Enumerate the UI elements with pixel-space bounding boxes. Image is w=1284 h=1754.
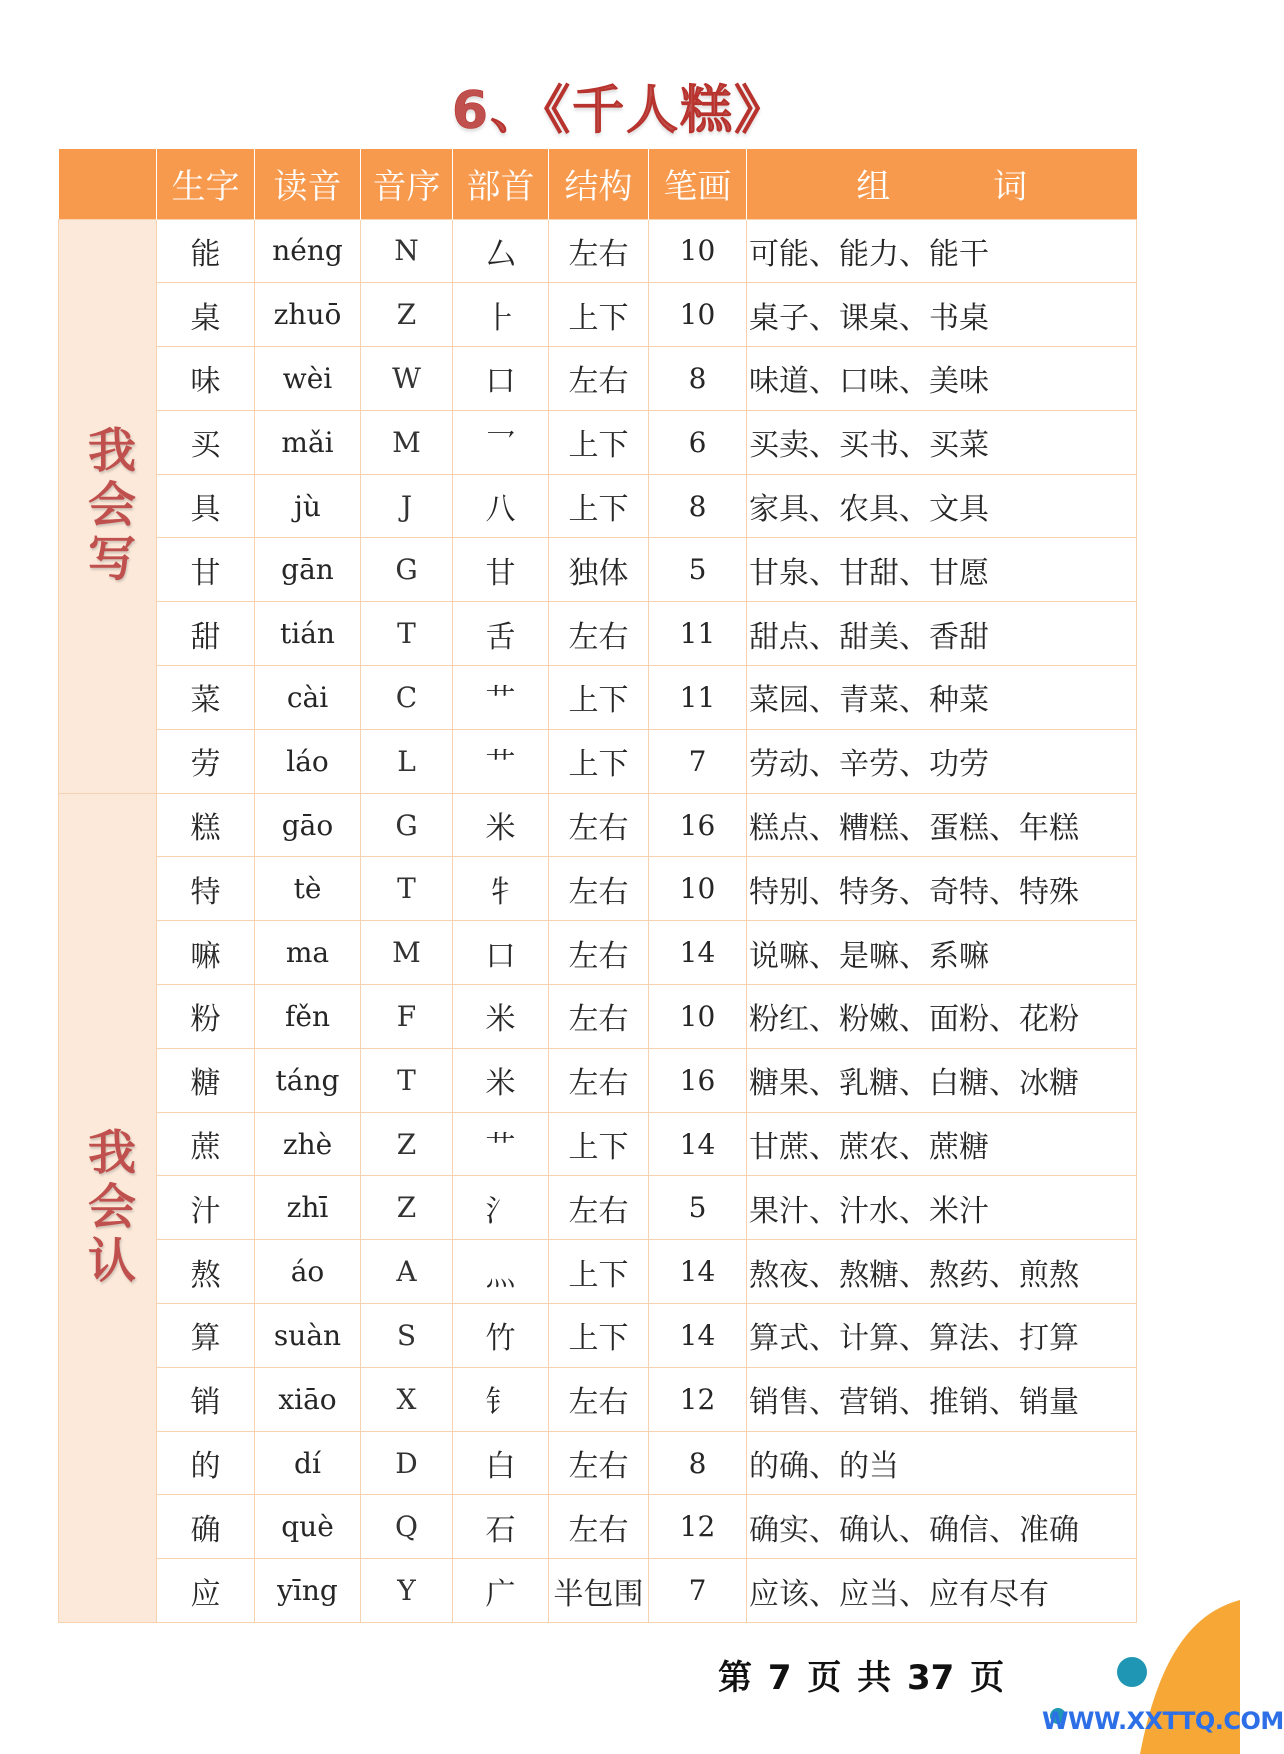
order-cell: A — [361, 1240, 453, 1304]
order-cell: T — [361, 602, 453, 666]
strokes-cell: 10 — [649, 985, 747, 1049]
header-char: 生字 — [157, 149, 255, 219]
char-cell: 算 — [157, 1304, 255, 1368]
header-radical: 部首 — [453, 149, 549, 219]
strokes-cell: 14 — [649, 1240, 747, 1304]
words-cell: 甘泉、甘甜、甘愿 — [747, 538, 1137, 602]
structure-cell: 上下 — [549, 283, 649, 347]
structure-cell: 左右 — [549, 1048, 649, 1112]
radical-cell: ⺊ — [453, 283, 549, 347]
strokes-cell: 5 — [649, 538, 747, 602]
pinyin-cell: táng — [255, 1048, 361, 1112]
words-cell: 果汁、汁水、米汁 — [747, 1176, 1137, 1240]
pinyin-cell: wèi — [255, 347, 361, 411]
order-cell: M — [361, 921, 453, 985]
pinyin-cell: cài — [255, 666, 361, 730]
radical-cell: 口 — [453, 347, 549, 411]
order-cell: F — [361, 985, 453, 1049]
pinyin-cell: zhuō — [255, 283, 361, 347]
strokes-cell: 12 — [649, 1495, 747, 1559]
structure-cell: 上下 — [549, 474, 649, 538]
char-cell: 销 — [157, 1367, 255, 1431]
strokes-cell: 11 — [649, 602, 747, 666]
radical-cell: 甘 — [453, 538, 549, 602]
words-cell: 糖果、乳糖、白糖、冰糖 — [747, 1048, 1137, 1112]
header-strokes: 笔画 — [649, 149, 747, 219]
char-cell: 应 — [157, 1559, 255, 1623]
pinyin-cell: zhī — [255, 1176, 361, 1240]
pinyin-cell: gān — [255, 538, 361, 602]
structure-cell: 左右 — [549, 793, 649, 857]
strokes-cell: 5 — [649, 1176, 747, 1240]
header-order: 音序 — [361, 149, 453, 219]
pinyin-cell: láo — [255, 729, 361, 793]
words-cell: 熬夜、熬糖、熬药、煎熬 — [747, 1240, 1137, 1304]
char-cell: 糖 — [157, 1048, 255, 1112]
radical-cell: 白 — [453, 1431, 549, 1495]
strokes-cell: 11 — [649, 666, 747, 730]
char-cell: 汁 — [157, 1176, 255, 1240]
char-cell: 嘛 — [157, 921, 255, 985]
order-cell: T — [361, 1048, 453, 1112]
structure-cell: 左右 — [549, 1431, 649, 1495]
order-cell: T — [361, 857, 453, 921]
teal-dot-large — [1117, 1657, 1147, 1687]
header-structure: 结构 — [549, 149, 649, 219]
group-label: 我会认 — [59, 793, 157, 1622]
order-cell: X — [361, 1367, 453, 1431]
pinyin-cell: ma — [255, 921, 361, 985]
structure-cell: 左右 — [549, 219, 649, 283]
order-cell: G — [361, 538, 453, 602]
char-cell: 的 — [157, 1431, 255, 1495]
words-cell: 菜园、青菜、种菜 — [747, 666, 1137, 730]
structure-cell: 上下 — [549, 1112, 649, 1176]
order-cell: Q — [361, 1495, 453, 1559]
structure-cell: 上下 — [549, 1240, 649, 1304]
order-cell: C — [361, 666, 453, 730]
radical-cell: 八 — [453, 474, 549, 538]
structure-cell: 左右 — [549, 921, 649, 985]
order-cell: W — [361, 347, 453, 411]
words-cell: 销售、营销、推销、销量 — [747, 1367, 1137, 1431]
pinyin-cell: mǎi — [255, 410, 361, 474]
strokes-cell: 7 — [649, 729, 747, 793]
order-cell: G — [361, 793, 453, 857]
radical-cell: 米 — [453, 793, 549, 857]
page-number: 第 7 页 共 37 页 — [718, 1658, 1005, 1698]
strokes-cell: 16 — [649, 793, 747, 857]
radical-cell: 米 — [453, 1048, 549, 1112]
pinyin-cell: fěn — [255, 985, 361, 1049]
char-cell: 甘 — [157, 538, 255, 602]
radical-cell: 竹 — [453, 1304, 549, 1368]
order-cell: Z — [361, 1112, 453, 1176]
words-cell: 桌子、课桌、书桌 — [747, 283, 1137, 347]
order-cell: M — [361, 410, 453, 474]
words-cell: 甜点、甜美、香甜 — [747, 602, 1137, 666]
radical-cell: 石 — [453, 1495, 549, 1559]
radical-cell: 舌 — [453, 602, 549, 666]
order-cell: Y — [361, 1559, 453, 1623]
words-cell: 说嘛、是嘛、系嘛 — [747, 921, 1137, 985]
order-cell: D — [361, 1431, 453, 1495]
header-words: 组 词 — [747, 149, 1137, 219]
pinyin-cell: gāo — [255, 793, 361, 857]
radical-cell: 灬 — [453, 1240, 549, 1304]
pinyin-cell: suàn — [255, 1304, 361, 1368]
strokes-cell: 10 — [649, 857, 747, 921]
radical-cell: 艹 — [453, 729, 549, 793]
order-cell: S — [361, 1304, 453, 1368]
char-cell: 粉 — [157, 985, 255, 1049]
words-cell: 买卖、买书、买菜 — [747, 410, 1137, 474]
strokes-cell: 10 — [649, 219, 747, 283]
words-cell: 可能、能力、能干 — [747, 219, 1137, 283]
char-cell: 菜 — [157, 666, 255, 730]
char-cell: 特 — [157, 857, 255, 921]
strokes-cell: 7 — [649, 1559, 747, 1623]
pinyin-cell: dí — [255, 1431, 361, 1495]
radical-cell: 艹 — [453, 666, 549, 730]
strokes-cell: 8 — [649, 1431, 747, 1495]
char-cell: 买 — [157, 410, 255, 474]
radical-cell: 氵 — [453, 1176, 549, 1240]
radical-cell: 牜 — [453, 857, 549, 921]
strokes-cell: 10 — [649, 283, 747, 347]
pinyin-cell: jù — [255, 474, 361, 538]
structure-cell: 上下 — [549, 410, 649, 474]
char-cell: 确 — [157, 1495, 255, 1559]
structure-cell: 左右 — [549, 857, 649, 921]
words-cell: 糕点、糟糕、蛋糕、年糕 — [747, 793, 1137, 857]
words-cell: 甘蔗、蔗农、蔗糖 — [747, 1112, 1137, 1176]
char-cell: 劳 — [157, 729, 255, 793]
strokes-cell: 8 — [649, 347, 747, 411]
words-cell: 特别、特务、奇特、特殊 — [747, 857, 1137, 921]
pinyin-cell: yīng — [255, 1559, 361, 1623]
radical-cell: 厶 — [453, 219, 549, 283]
strokes-cell: 16 — [649, 1048, 747, 1112]
strokes-cell: 14 — [649, 1304, 747, 1368]
radical-cell: 艹 — [453, 1112, 549, 1176]
structure-cell: 左右 — [549, 1367, 649, 1431]
char-cell: 糕 — [157, 793, 255, 857]
char-cell: 味 — [157, 347, 255, 411]
words-cell: 味道、口味、美味 — [747, 347, 1137, 411]
header-pinyin: 读音 — [255, 149, 361, 219]
char-cell: 能 — [157, 219, 255, 283]
radical-cell: 乛 — [453, 410, 549, 474]
words-cell: 劳动、辛劳、功劳 — [747, 729, 1137, 793]
page-title: 6、《千人糕》 — [451, 81, 789, 141]
char-cell: 桌 — [157, 283, 255, 347]
pinyin-cell: zhè — [255, 1112, 361, 1176]
strokes-cell: 14 — [649, 1112, 747, 1176]
char-cell: 具 — [157, 474, 255, 538]
words-cell: 家具、农具、文具 — [747, 474, 1137, 538]
pinyin-cell: què — [255, 1495, 361, 1559]
radical-cell: 广 — [453, 1559, 549, 1623]
structure-cell: 左右 — [549, 347, 649, 411]
structure-cell: 左右 — [549, 1176, 649, 1240]
words-cell: 确实、确认、确信、准确 — [747, 1495, 1137, 1559]
order-cell: J — [361, 474, 453, 538]
pinyin-cell: tián — [255, 602, 361, 666]
pinyin-cell: xiāo — [255, 1367, 361, 1431]
strokes-cell: 6 — [649, 410, 747, 474]
char-cell: 甜 — [157, 602, 255, 666]
order-cell: Z — [361, 283, 453, 347]
order-cell: Z — [361, 1176, 453, 1240]
char-cell: 蔗 — [157, 1112, 255, 1176]
group-label: 我会写 — [59, 219, 157, 793]
structure-cell: 上下 — [549, 729, 649, 793]
pinyin-cell: néng — [255, 219, 361, 283]
watermark-text: WWW.XXTTQ.COM — [1042, 1707, 1284, 1735]
words-cell: 应该、应当、应有尽有 — [747, 1559, 1137, 1623]
words-cell: 粉红、粉嫩、面粉、花粉 — [747, 985, 1137, 1049]
structure-cell: 独体 — [549, 538, 649, 602]
strokes-cell: 12 — [649, 1367, 747, 1431]
order-cell: L — [361, 729, 453, 793]
structure-cell: 左右 — [549, 985, 649, 1049]
structure-cell: 上下 — [549, 1304, 649, 1368]
pinyin-cell: tè — [255, 857, 361, 921]
structure-cell: 半包围 — [549, 1559, 649, 1623]
radical-cell: 口 — [453, 921, 549, 985]
structure-cell: 上下 — [549, 666, 649, 730]
char-cell: 熬 — [157, 1240, 255, 1304]
strokes-cell: 8 — [649, 474, 747, 538]
radical-cell: 钅 — [453, 1367, 549, 1431]
words-cell: 的确、的当 — [747, 1431, 1137, 1495]
structure-cell: 左右 — [549, 602, 649, 666]
pinyin-cell: áo — [255, 1240, 361, 1304]
structure-cell: 左右 — [549, 1495, 649, 1559]
words-cell: 算式、计算、算法、打算 — [747, 1304, 1137, 1368]
strokes-cell: 14 — [649, 921, 747, 985]
order-cell: N — [361, 219, 453, 283]
radical-cell: 米 — [453, 985, 549, 1049]
